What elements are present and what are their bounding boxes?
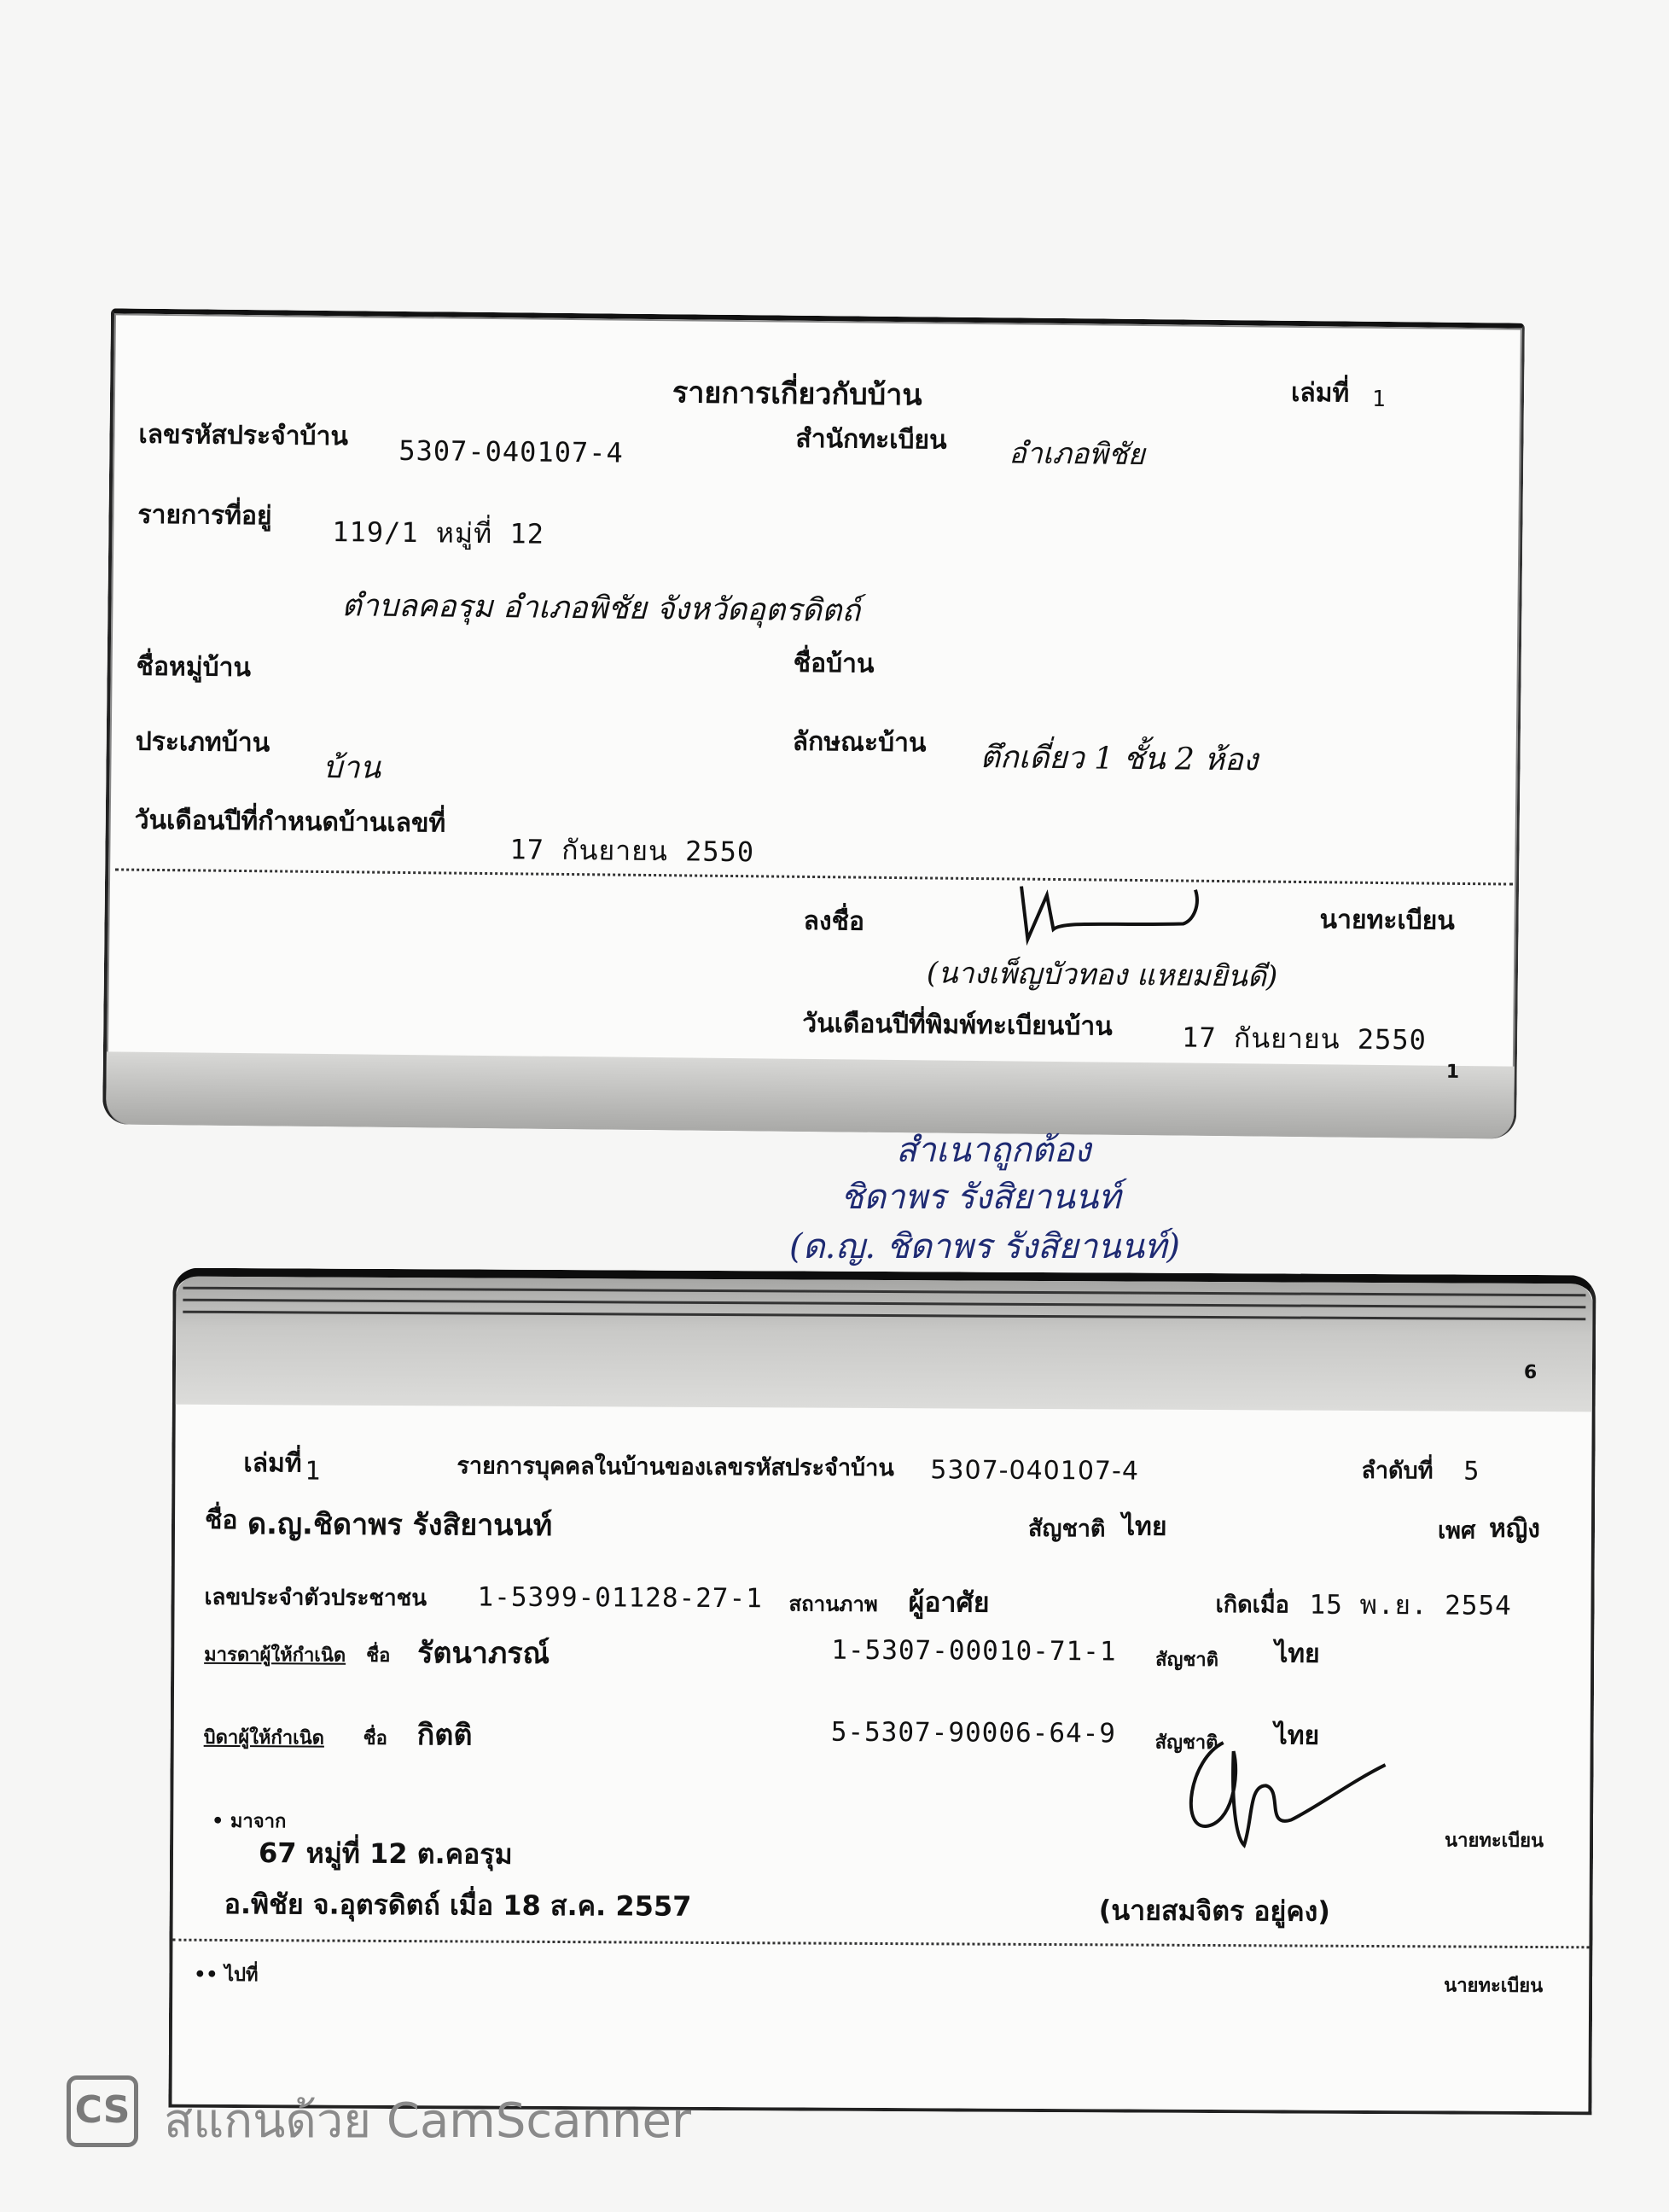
house-name-label: ชื่อบ้าน: [793, 648, 875, 679]
house-type-value: บ้าน: [323, 749, 381, 786]
moved-to-label: •• ไปที่: [194, 1964, 259, 1987]
nationality-label: สัญชาติ: [1027, 1515, 1106, 1543]
birth-value: 15 พ.ย. 2554: [1309, 1589, 1512, 1621]
order-label: ลำดับที่: [1361, 1457, 1433, 1485]
father-id: 5-5307-90006-64-9: [830, 1716, 1117, 1749]
birth-label: เกิดเมื่อ: [1215, 1592, 1289, 1619]
status-label: สถานภาพ: [788, 1592, 878, 1616]
print-date-label: วันเดือนปีที่พิมพ์ทะเบียนบ้าน: [802, 1008, 1113, 1042]
camscanner-watermark-text: สแกนด้วย CamScanner: [164, 2093, 691, 2149]
mother-nationality-label: สัญชาติ: [1155, 1649, 1219, 1672]
father-name: กิตติ: [416, 1718, 473, 1753]
house-code-label: เลขรหัสประจำบ้าน: [138, 419, 349, 452]
mother-name: รัตนาภรณ์: [417, 1636, 550, 1671]
sex-label: เพศ: [1437, 1517, 1476, 1545]
name-label: ชื่อ: [204, 1505, 238, 1536]
registrar-name-1: (นางเพ็ญบัวทอง แหยมยินดี): [926, 956, 1278, 994]
registrar-signature-1: [1012, 877, 1209, 947]
father-label: บิดาผู้ให้กำเนิด: [203, 1726, 325, 1749]
moved-from-label: • มาจาก: [212, 1810, 287, 1833]
page1-book-label: เล่มที่: [1290, 377, 1350, 409]
page1-dotted-divider: [115, 868, 1513, 885]
village-name-label: ชื่อหมู่บ้าน: [136, 651, 252, 684]
mother-nationality-value: ไทย: [1275, 1639, 1320, 1669]
father-nationality-value: ไทย: [1274, 1720, 1320, 1751]
page1-bottom-band: [106, 1051, 1515, 1138]
page2-house-code: 5307-040107-4: [930, 1455, 1140, 1487]
print-date-value: 17 กันยายน 2550: [1181, 1021, 1428, 1057]
order-value: 5: [1463, 1456, 1480, 1487]
registrar-label-3: นายทะเบียน: [1444, 1975, 1544, 1998]
id-value: 1-5399-01128-27-1: [477, 1581, 763, 1615]
certified-copy-text: สำเนาถูกต้อง: [896, 1131, 1091, 1170]
page1-book-value: 1: [1371, 386, 1387, 413]
person-name: ด.ญ.ชิดาพร รังสิยานนท์: [247, 1507, 553, 1543]
camscanner-logo: CS: [67, 2075, 138, 2147]
page2-book-value: 1: [305, 1456, 322, 1487]
house-feature-value: ตึกเดี่ยว 1 ชั้น 2 ห้อง: [980, 740, 1259, 778]
page1-title: รายการเกี่ยวกับบ้าน: [672, 375, 922, 413]
registry-office-value: อำเภอพิชัย: [1009, 436, 1145, 473]
mother-name-label: ชื่อ: [366, 1644, 391, 1667]
sex-value: หญิง: [1488, 1513, 1541, 1545]
address-line1: 119/1 หมู่ที่ 12: [332, 515, 545, 550]
page2-top-band: [176, 1277, 1593, 1412]
page2-number: 6: [1523, 1361, 1538, 1384]
father-name-label: ชื่อ: [363, 1727, 387, 1749]
page2-dotted-divider: [172, 1939, 1589, 1949]
father-nationality-label: สัญชาติ: [1154, 1732, 1218, 1755]
status-value: ผู้อาศัย: [908, 1586, 990, 1619]
moved-from-line1: 67 หมู่ที่ 12 ต.คอรุม: [258, 1837, 513, 1871]
address-line2: ตำบลคอรุม อำเภอพิชัย จังหวัดอุตรดิตถ์: [341, 588, 861, 629]
registrar-label-2: นายทะเบียน: [1445, 1830, 1544, 1853]
sign-label: ลงชื่อ: [803, 905, 865, 937]
mother-id: 1-5307-00010-71-1: [831, 1634, 1117, 1668]
house-type-label: ประเภทบ้าน: [135, 726, 270, 759]
mother-label: มารดาผู้ให้กำเนิด: [204, 1644, 346, 1667]
house-details-page: [102, 308, 1525, 1138]
house-code-value: 5307-040107-4: [398, 434, 624, 469]
nationality-value: ไทย: [1121, 1511, 1167, 1542]
person-list-label: รายการบุคคลในบ้านของเลขรหัสประจำบ้าน: [457, 1452, 894, 1482]
page1-number: 1: [1445, 1061, 1460, 1083]
registrar-name-2: (นายสมจิตร อยู่คง): [1098, 1894, 1331, 1928]
house-feature-label: ลักษณะบ้าน: [792, 726, 927, 759]
moved-from-line2: อ.พิชัย จ.อุตรดิตถ์ เมื่อ 18 ส.ค. 2557: [224, 1887, 692, 1923]
registrar-signature-2: [1172, 1726, 1394, 1863]
assigned-date-value: 17 กันยายน 2550: [509, 833, 755, 869]
certifier-printed-name: (ด.ญ. ชิดาพร รังสิยานนท์): [789, 1227, 1180, 1266]
id-label: เลขประจำตัวประชาชน: [204, 1584, 427, 1612]
registrar-label-1: นายทะเบียน: [1319, 905, 1456, 936]
page2-book-label: เล่มที่: [243, 1448, 302, 1479]
certifier-signature-name: ชิดาพร รังสิยานนท์: [840, 1178, 1121, 1217]
assigned-date-label: วันเดือนปีที่กำหนดบ้านเลขที่: [134, 805, 446, 839]
address-label: รายการที่อยู่: [137, 499, 272, 532]
person-details-page: [168, 1268, 1596, 2116]
registry-office-label: สำนักทะเบียน: [795, 423, 947, 456]
